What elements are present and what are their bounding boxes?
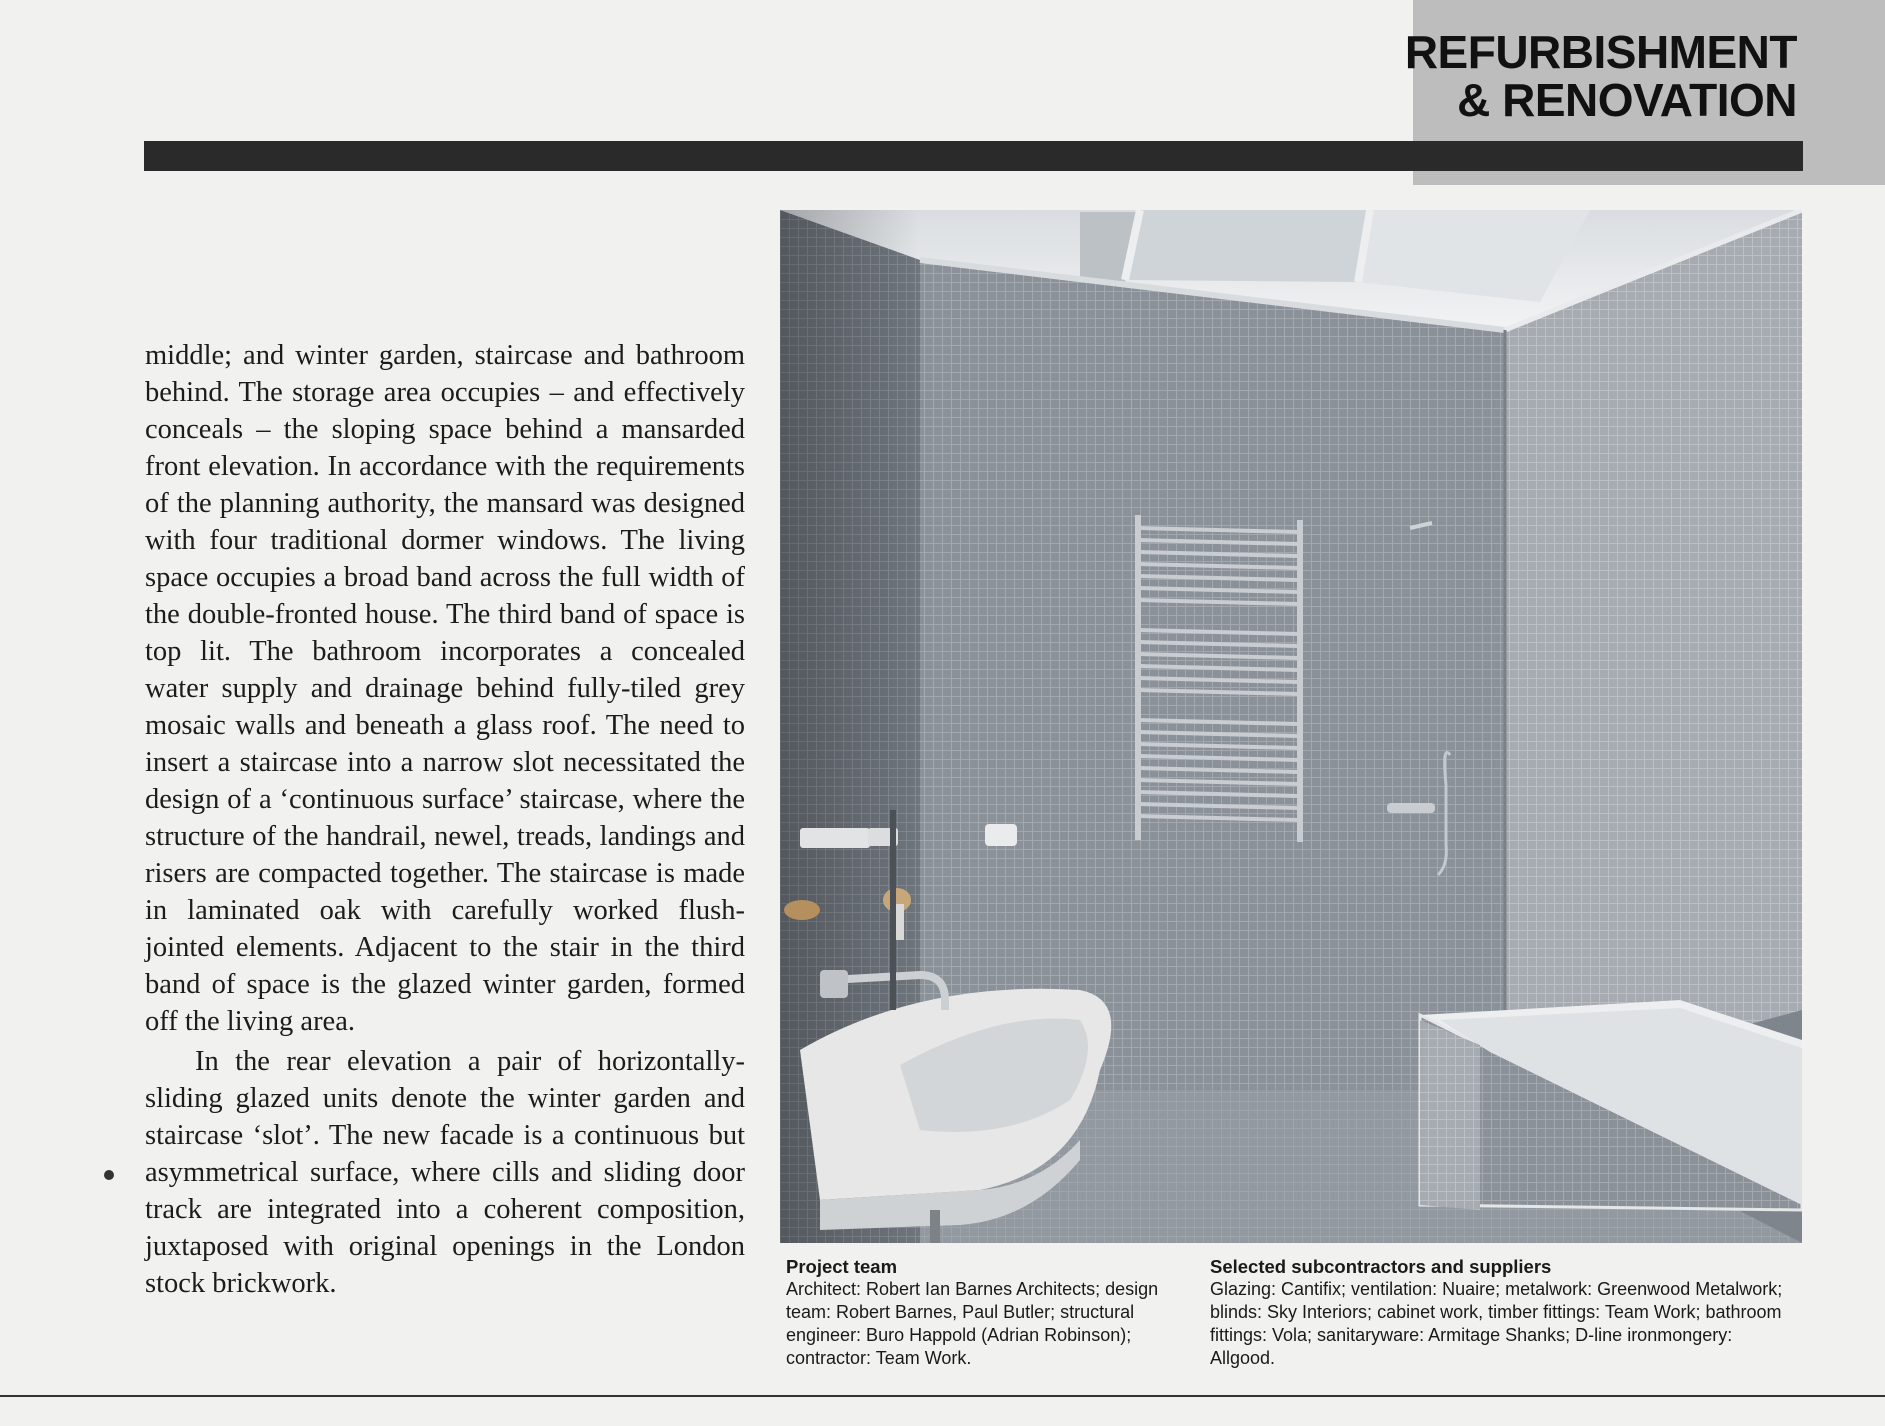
section-title	[1405, 28, 1797, 124]
section-title-line2: & RENOVATION	[1457, 74, 1797, 126]
bathroom-photo	[780, 210, 1802, 1243]
article-paragraph-2: In the rear elevation a pair of horizontally-sliding glazed units denote the winter garden and staircase ‘slot’. The new facade is a continuous but asymmetrical surface, where cills and sliding door track are integrated into a coherent composition, juxtaposed with original openings in the London stock brickwork.	[145, 1046, 745, 1299]
subcontractors-title: Selected subcontractors and suppliers	[1210, 1256, 1552, 1277]
article-paragraph-1: middle; and winter garden, staircase and bathroom behind. The storage area occupies – and effectively conceals – the sloping space behind a mansarded front elevation. In accordance with the requirements of the planning authority, the mansard was designed with four traditional dormer windows. The living space occupies a broad band across the full width of the double-fronted house. The third band of space is top lit. The bathroom incorporates a concealed water supply and drainage behind fully-tiled grey mosaic walls and beneath a glass roof. The need to insert a staircase into a narrow slot necessitated the design of a ‘continuous surface’ staircase, where the structure of the handrail, newel, treads, landings and risers are compacted together. The staircase is made in laminated oak with carefully worked flush-jointed elements. Adjacent to the stair in the third band of space is the glazed winter garden, formed off the living area.	[145, 340, 745, 1037]
subcontractors-caption	[1210, 1255, 1790, 1370]
project-team-text: Architect: Robert Ian Barnes Architects; design team: Robert Barnes, Paul Butler; structural engineer: Buro Happold (Adrian Robinson); contractor: Team Work.	[786, 1279, 1159, 1368]
margin-bullet-mark	[104, 1170, 114, 1180]
bathroom-photo-illustration	[780, 210, 1802, 1243]
article-body	[145, 337, 745, 1302]
page-bottom-rule	[0, 1395, 1885, 1397]
subcontractors-text: Glazing: Cantifix; ventilation: Nuaire; metalwork: Greenwood Metalwork; blinds: Sky Interiors; cabinet work, timber fittings: Team Work; bathroom fittings: Vola; sanitaryware: Armitage Shanks; D-line ironmongery: Allgood.	[1210, 1279, 1783, 1368]
project-team-caption	[786, 1255, 1186, 1370]
section-title-line1: REFURBISHMENT	[1404, 26, 1797, 78]
project-team-title: Project team	[786, 1256, 898, 1277]
header-rule-bar	[144, 141, 1803, 171]
